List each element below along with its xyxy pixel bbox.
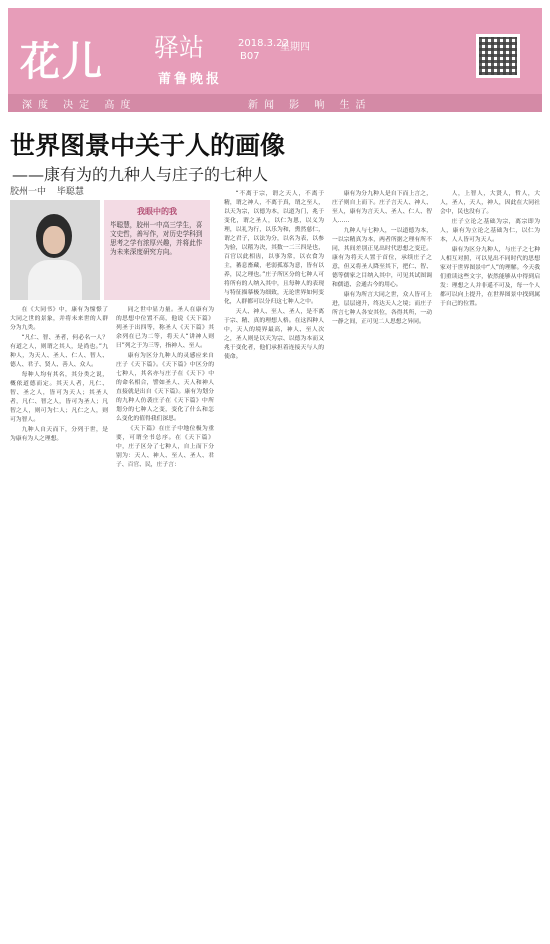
- qr-code-icon: [476, 34, 520, 78]
- article-column-2: [116, 306, 214, 926]
- byline: [10, 184, 92, 197]
- article-column-4: [332, 190, 432, 930]
- newspaper-name: 莆鲁晚报: [158, 72, 223, 87]
- section-name: 驿站: [154, 33, 205, 62]
- author-profile-box: [104, 200, 210, 300]
- profile-title: 我眼中的我: [137, 207, 177, 216]
- column-paragraph: “凡仁、智、圣者，何必名一人？有道之人，则谓之其人，是尚也。”九种人，为天人、圣人、仁人、智人、德人、君子、贤人、善人、众人。: [10, 334, 108, 368]
- column-paragraph: 康有为区分九种人的灵感应来自庄子《天下篇》。《天下篇》中区分的七种人，其名亦与庄子在《天下》中的命名相合，譬如圣人、天人和神人直接就是出自《天下篇》。康有为划分的九种人仿袭庄子在《天下篇》中所划分的七种人之变，变化了什么和怎么变化的值得我们深思。: [116, 352, 214, 422]
- column-paragraph: 在《大同书》中，康有为憧憬了大同之世的景象，并将未来世的人群分为九类。: [10, 307, 108, 331]
- column-paragraph: 九种人与七种人，一以道德为本，一以宗精真为本，两者所据之理有所不同，其间差别正见出时代思想之变迁。康有为将天人置于首位，承续庄子之意，但又将圣人降至其下，把仁、智、德等儒家之目纳入其中，可见其试图调和儒道、会通古今的用心。: [332, 227, 432, 288]
- column-paragraph: 天人、神人、至人、圣人，是不离于宗、精、真的理想人格。在这四种人中，天人的境界最高，神人、至人次之，圣人则是以天为宗、以德为本而又兆于变化者，他们承担着连接天与人的使命。: [224, 308, 324, 360]
- masthead-logo: 花儿: [20, 39, 104, 85]
- column-paragraph: 庄子立论之基础为宗，离宗即为人，康有为立论之基础为仁，以仁为本，人人皆可为天人。: [440, 218, 540, 243]
- column-paragraph: “不离于宗，谓之天人，不离于精，谓之神人，不离于真，谓之至人，以天为宗，以德为本，以道为门，兆于变化，谓之圣人，以仁为恩，以义为理，以礼为行，以乐为和，熏然慈仁，谓之君子，以法为分，以名为表，以参为验，以稽为决，其数一二三四是也，百官以此相齿，以事为常，以衣食为主，蕃息畜藏，老弱孤寡为意，皆有以养，民之理也。”庄子所区分的七种人可将所有的人纳入其中，且每种人的表现与特征描摹极为细致，无论世界如何变化，人群都可以分归这七种人之中。: [224, 191, 324, 305]
- author-name: 毕聪慧: [56, 187, 84, 197]
- issue-weekday: 星期四: [280, 42, 310, 53]
- article-subtitle: ——康有为的九种人与庄子的七种人: [12, 165, 269, 184]
- slogan-strip: [8, 94, 542, 112]
- column-paragraph: 康有为所言大同之世，众人皆可上进，层层递升，终达天人之境；而庄子所言七种人各安其位，各得其所，一动一静之间，正可见二人思想之异同。: [332, 291, 432, 325]
- page-number: B07: [240, 51, 260, 62]
- column-paragraph: 人，上智人，大贤人，哲人，大人，圣人，天人，神人，因此在大同社会中，民也没有了。: [440, 191, 540, 215]
- masthead: [8, 8, 542, 112]
- article-title: 世界图景中关于人的画像: [10, 131, 286, 160]
- author-photo: [10, 200, 100, 300]
- column-paragraph: 同之世中显力量。圣人在康有为的思想中位置不高，他说《天下篇》列圣于出四等，称圣人《天下篇》其余列在已为二等，将天人“讲神人则曰”列之于为三等，指神人、至人。: [116, 307, 214, 349]
- article-column-5: [440, 190, 540, 930]
- column-paragraph: 康有为分九种人是自下而上言之，庄子则自上而下。庄子言天人、神人、至人，康有为言天人、圣人、仁人、智人……: [332, 191, 432, 224]
- issue-date: 2018.3.22: [238, 38, 289, 49]
- slogan-right: 新闻 影 响 生活: [248, 100, 372, 111]
- column-paragraph: 每种人均有其名，其分类之说，概依道德而定。其天人者，凡仁、智、圣之人，皆可为天人；其圣人者，凡仁、智之人，皆可为圣人；凡智之人，则可为仁人；凡仁之人，则可为智人。: [10, 371, 108, 423]
- article-column-3: [224, 190, 324, 930]
- column-paragraph: 九种人自天而下，分列于世，是为康有为人之理想。: [10, 426, 108, 442]
- profile-text: 毕聪慧，胶州一中高三学生，喜文史哲，善写作，对历史学科到思考之学有浓厚兴趣，并将此作为未来深度研究方向。: [110, 221, 203, 256]
- article-column-1: [10, 306, 108, 926]
- slogan-left: 深度 决定 高度: [22, 100, 137, 111]
- column-paragraph: 康有为区分九种人，与庄子之七种人相互对照，可以见出不同时代的思想家对于世界图景中“人”的理解。今天我们重读这些文字，依然能够从中得到启发：理想之人并非遥不可及，每一个人都可以向上提升，在世界图景中找到属于自己的位置。: [440, 246, 540, 307]
- author-school: 胶州一中: [10, 187, 47, 197]
- column-paragraph: 《天下篇》在庄子中地位极为重要，可谓全书总序。在《天下篇》中，庄子区分了七种人，自上而下分别为：天人、神人、至人、圣人、君子、百官、民，庄子言：: [116, 425, 214, 468]
